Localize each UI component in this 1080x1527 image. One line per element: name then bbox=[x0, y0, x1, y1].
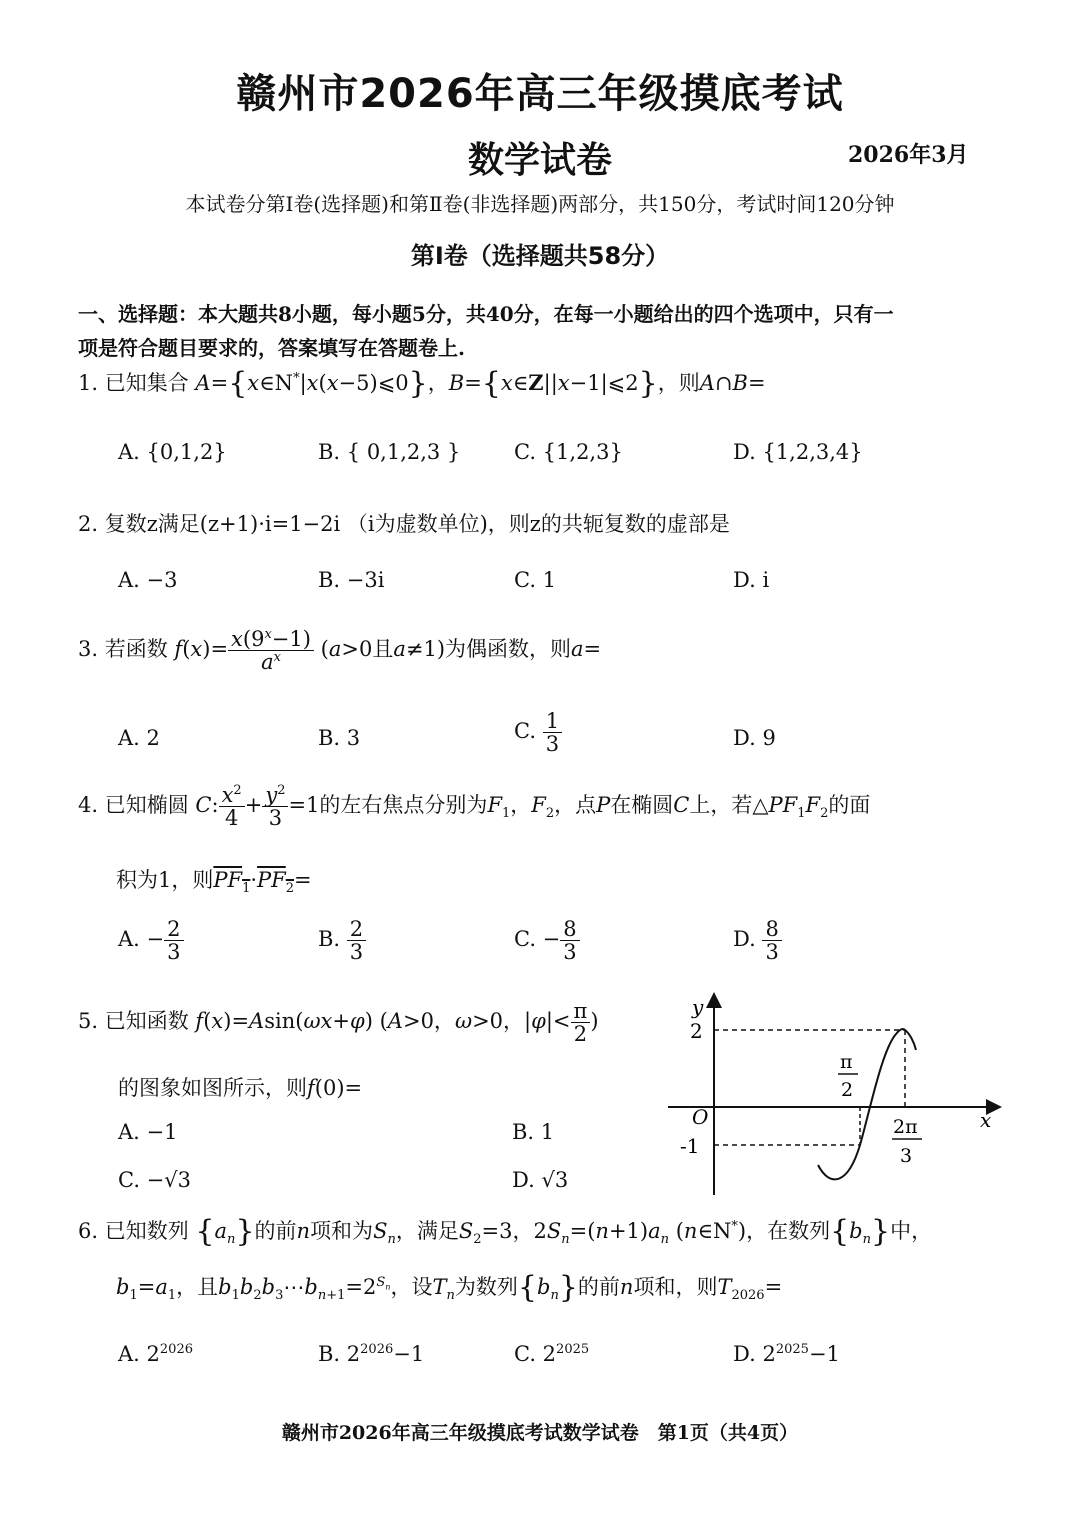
q6-option-d: D. $2^{2025}-1$ bbox=[733, 1342, 840, 1366]
question-number: 2. bbox=[78, 512, 99, 536]
question-stem: 已知数列 bbox=[104, 1219, 189, 1243]
q2-option-d: D. i bbox=[733, 568, 770, 592]
q5-option-d: D. √3 bbox=[512, 1168, 569, 1192]
q6-option-c: C. $2^{2025}$ bbox=[514, 1342, 590, 1366]
instructions-line-1: 一、选择题：本大题共8小题，每小题5分，共40分，在每一小题给出的四个选项中，只有一 bbox=[78, 302, 894, 326]
q4-option-c: C. − $\frac{8}{3}$ bbox=[514, 918, 580, 963]
q6-option-a: A. $2^{2026}$ bbox=[118, 1342, 194, 1366]
question-number: 6. bbox=[78, 1219, 99, 1243]
q4-option-a: A. − $\frac{2}{3}$ bbox=[118, 918, 184, 963]
question-6: 6. 已知数列 $\{a_n\}$的前n项和为$S_n$，满足$S_2=3$，$2S_n=(n+1)a_n$ (n∈N*)，在数列$\{b_n\}$中， bbox=[78, 1214, 933, 1249]
two-pi-over-3-den: 3 bbox=[900, 1145, 913, 1167]
question-6-line-2: $b_1=a_1$，且$b_1b_2b_3\cdots b_{n+1}=2^{S_n}$，设$T_n$为数列$\{b_n\}$的前n项和，则$T_{2026}=$ bbox=[116, 1270, 783, 1305]
page-footer: 赣州市2026年高三年级摸底考试数学试卷 第1页（共4页） bbox=[281, 1422, 799, 1444]
pi-over-2-num: π bbox=[840, 1051, 853, 1073]
question-1: 1. 已知集合 A={x∈N*|x(x−5)⩽0}，B={x∈Z||x−1|⩽2}，则A∩B= bbox=[78, 366, 766, 401]
exam-title: 赣州市2026年高三年级摸底考试 bbox=[236, 71, 844, 117]
sine-graph bbox=[660, 990, 1010, 1200]
question-stem: 已知函数 bbox=[104, 1009, 189, 1034]
two-pi-over-3-num: 2π bbox=[893, 1116, 918, 1138]
q3-option-a: A. 2 bbox=[118, 726, 160, 750]
question-number: 1. bbox=[78, 371, 99, 395]
question-4-line-2: 积为1，则$PF_1\cdot PF_2=$ bbox=[116, 868, 312, 897]
y-axis-label: y bbox=[692, 995, 704, 1019]
question-stem: 若函数 bbox=[104, 637, 168, 662]
q5-option-c: C. −√3 bbox=[118, 1168, 192, 1192]
q1-option-a: A. {0,1,2} bbox=[118, 440, 227, 464]
q3-option-d: D. 9 bbox=[733, 726, 776, 750]
q2-option-a: A. −3 bbox=[118, 568, 178, 592]
pi-over-2-den: 2 bbox=[841, 1079, 854, 1101]
exam-intro: 本试卷分第Ⅰ卷(选择题)和第Ⅱ卷(非选择题)两部分，共150分，考试时间120分钟 bbox=[185, 192, 895, 216]
exam-date: 2026年3月 bbox=[848, 142, 969, 168]
q5-option-b: B. 1 bbox=[512, 1120, 555, 1144]
y-max-label: 2 bbox=[690, 1019, 703, 1043]
question-number: 3. bbox=[78, 637, 99, 662]
question-5: 5. 已知函数 f(x)=Asin(ωx+φ) (A>0，ω>0，|φ|< $\frac{\pi}{2}$ ) bbox=[78, 999, 599, 1047]
q3-option-c: C. $\frac{1}{3}$ bbox=[514, 710, 562, 755]
question-number: 4. bbox=[78, 793, 99, 818]
question-stem: 已知椭圆 bbox=[104, 793, 189, 818]
x-axis-label: x bbox=[980, 1108, 992, 1132]
q1-option-c: C. {1,2,3} bbox=[514, 440, 623, 464]
y-min-label: -1 bbox=[680, 1134, 700, 1158]
q3-option-b: B. 3 bbox=[318, 726, 361, 750]
q4-option-b: B. $\frac{2}{3}$ bbox=[318, 918, 366, 963]
q5-option-a: A. −1 bbox=[118, 1120, 178, 1144]
question-number: 5. bbox=[78, 1009, 99, 1034]
section-title: 第Ⅰ卷（选择题共58分） bbox=[410, 242, 670, 270]
question-3: 3. 若函数 f(x)= $\frac{x(9^x-1)}{a^x}$ (a>0且a≠1)为偶函数，则a= bbox=[78, 627, 602, 675]
q2-option-b: B. −3i bbox=[318, 568, 385, 592]
question-5-line-2: 的图象如图所示，则f(0)= bbox=[118, 1076, 363, 1100]
exam-subtitle: 数学试卷 bbox=[467, 140, 612, 181]
q4-option-d: D. $\frac{8}{3}$ bbox=[733, 918, 782, 963]
q2-option-c: C. 1 bbox=[514, 568, 557, 592]
question-2 bbox=[78, 508, 730, 538]
q1-option-b: B. { 0,1,2,3 } bbox=[318, 440, 461, 464]
q6-option-b: B. $2^{2026}-1$ bbox=[318, 1342, 425, 1366]
q1-option-d: D. {1,2,3,4} bbox=[733, 440, 863, 464]
instructions-line-2: 项是符合题目要求的，答案填写在答题卷上. bbox=[78, 336, 465, 360]
question-stem: 已知集合 bbox=[104, 371, 189, 395]
origin-label: O bbox=[692, 1105, 709, 1129]
question-4: 4. 已知椭圆 C: $\frac{x^2}{4}$ + $\frac{y^2}{3}$ =1的左右焦点分别为$F_1$，$F_2$，点P在椭圆C上，若$\triangle PF_1F_2$的面 bbox=[78, 783, 871, 831]
question-stem: 复数z满足(z+1)·i=1−2i （i为虚数单位)，则z的共轭复数的虚部是 bbox=[104, 512, 730, 536]
